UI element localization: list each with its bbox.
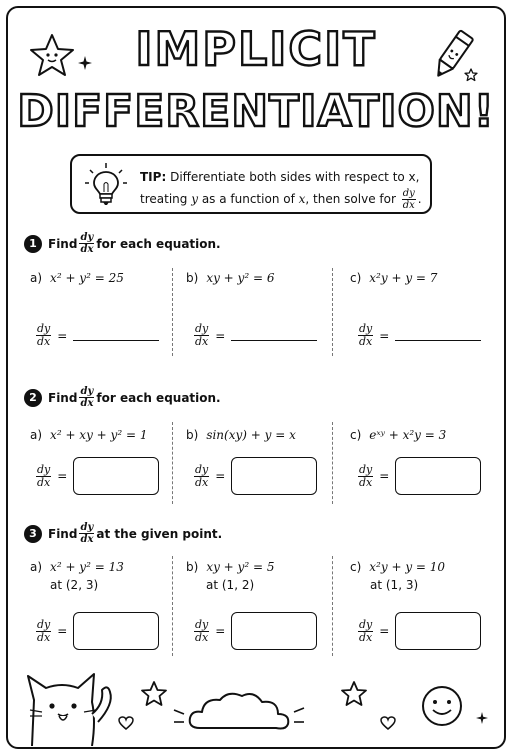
answer-fraction bbox=[194, 464, 209, 489]
frac-num: dy bbox=[37, 617, 51, 631]
answer-box[interactable] bbox=[231, 457, 317, 495]
problem-label: a) bbox=[30, 428, 43, 442]
column-divider bbox=[332, 556, 333, 656]
column-divider bbox=[172, 422, 173, 504]
section-3-heading bbox=[24, 522, 222, 545]
tip-text-part: treating bbox=[140, 192, 188, 206]
problem-1a bbox=[30, 271, 124, 285]
equals-sign: = bbox=[215, 624, 226, 638]
tip-text bbox=[140, 166, 430, 211]
cloud-icon bbox=[170, 688, 310, 738]
equals-sign: = bbox=[57, 469, 68, 483]
cat-icon bbox=[22, 660, 118, 746]
column-divider bbox=[332, 422, 333, 504]
answer-fraction bbox=[36, 323, 51, 348]
lightbulb-icon bbox=[84, 162, 128, 208]
heart-icon bbox=[380, 716, 396, 730]
frac-num: dy bbox=[195, 462, 209, 476]
section-2-heading bbox=[24, 386, 221, 409]
title-line-2: DIFFERENTIATION! bbox=[17, 86, 495, 137]
answer-fraction bbox=[194, 619, 209, 644]
title-line-1: IMPLICIT bbox=[135, 22, 377, 76]
tip-text-part: . bbox=[417, 192, 422, 206]
heading-fraction bbox=[79, 386, 94, 409]
heart-icon bbox=[118, 716, 134, 730]
heading-fraction bbox=[79, 522, 94, 545]
frac-den: dx bbox=[37, 475, 51, 489]
tip-fraction bbox=[402, 188, 416, 211]
equals-sign: = bbox=[215, 328, 226, 343]
problem-equation: x²y + y = 7 bbox=[369, 271, 438, 285]
answer-2a bbox=[34, 457, 159, 495]
problem-equation: eˣʸ + x²y = 3 bbox=[369, 428, 447, 442]
problem-label: a) bbox=[30, 560, 43, 574]
tip-text-part: as a function of bbox=[201, 192, 295, 206]
tip-label: TIP: bbox=[140, 170, 167, 184]
frac-num: dy bbox=[195, 617, 209, 631]
frac-num: dy bbox=[359, 322, 373, 335]
column-divider bbox=[172, 556, 173, 656]
problem-equation: x² + y² = 13 bbox=[50, 560, 124, 574]
answer-fraction bbox=[358, 464, 373, 489]
frac-den: dx bbox=[195, 475, 209, 489]
frac-den: dx bbox=[80, 244, 94, 255]
frac-num: dy bbox=[80, 232, 94, 243]
tip-var-y: y bbox=[191, 192, 198, 206]
tip-text-part: , then solve for bbox=[305, 192, 396, 206]
answer-fraction bbox=[36, 619, 51, 644]
heading-text: at the given point. bbox=[96, 526, 223, 541]
answer-box[interactable] bbox=[395, 457, 481, 495]
smiley-face-icon bbox=[420, 684, 464, 728]
answer-1c bbox=[356, 323, 481, 348]
frac-den: dx bbox=[37, 335, 51, 348]
problem-point: at (1, 2) bbox=[206, 578, 255, 592]
tip-line-1: Differentiate both sides with respect to x, bbox=[170, 170, 420, 184]
problem-point: at (1, 3) bbox=[370, 578, 419, 592]
answer-box[interactable] bbox=[73, 612, 159, 650]
frac-num: dy bbox=[37, 322, 51, 335]
frac-den: dx bbox=[80, 398, 94, 409]
frac-den: dx bbox=[359, 335, 373, 348]
frac-den: dx bbox=[195, 335, 209, 348]
frac-den: dx bbox=[80, 534, 94, 545]
frac-den: dx bbox=[37, 630, 51, 644]
heading-text: for each equation. bbox=[96, 236, 221, 251]
answer-blank[interactable] bbox=[231, 339, 317, 341]
sparkle-icon bbox=[476, 712, 488, 724]
section-number-badge: 2 bbox=[24, 389, 42, 407]
problem-equation: sin(xy) + y = x bbox=[206, 428, 296, 442]
column-divider bbox=[332, 268, 333, 356]
problem-label: b) bbox=[186, 428, 199, 442]
heading-text: Find bbox=[48, 526, 78, 541]
problem-equation: xy + y² = 5 bbox=[206, 560, 275, 574]
star-icon bbox=[340, 680, 368, 708]
problem-label: c) bbox=[350, 271, 362, 285]
answer-1a bbox=[34, 323, 159, 348]
answer-blank[interactable] bbox=[395, 339, 481, 341]
frac-den: dx bbox=[359, 475, 373, 489]
frac-num: dy bbox=[37, 462, 51, 476]
heading-fraction bbox=[79, 232, 94, 255]
problem-label: b) bbox=[186, 271, 199, 285]
problem-point: at (2, 3) bbox=[50, 578, 99, 592]
problem-1c bbox=[350, 271, 437, 285]
answer-3a bbox=[34, 612, 159, 650]
answer-3b bbox=[192, 612, 317, 650]
equals-sign: = bbox=[379, 328, 390, 343]
problem-label: a) bbox=[30, 271, 43, 285]
answer-blank[interactable] bbox=[73, 339, 159, 341]
problem-equation: x² + y² = 25 bbox=[50, 271, 124, 285]
answer-2b bbox=[192, 457, 317, 495]
answer-3c bbox=[356, 612, 481, 650]
problem-2c bbox=[350, 428, 446, 442]
tip-var-x: x bbox=[298, 192, 306, 206]
problem-equation: x² + xy + y² = 1 bbox=[50, 428, 148, 442]
frac-num: dy bbox=[402, 188, 415, 199]
equals-sign: = bbox=[57, 624, 68, 638]
section-number-badge: 1 bbox=[24, 235, 42, 253]
problem-equation: xy + y² = 6 bbox=[206, 271, 275, 285]
problem-3c bbox=[350, 560, 445, 592]
answer-box[interactable] bbox=[231, 612, 317, 650]
frac-num: dy bbox=[80, 522, 94, 533]
frac-den: dx bbox=[195, 630, 209, 644]
heading-text: for each equation. bbox=[96, 390, 221, 405]
column-divider bbox=[172, 268, 173, 356]
section-number-badge: 3 bbox=[24, 525, 42, 543]
frac-den: dx bbox=[359, 630, 373, 644]
heading-text: Find bbox=[48, 236, 78, 251]
answer-2c bbox=[356, 457, 481, 495]
answer-fraction bbox=[358, 323, 373, 348]
answer-fraction bbox=[194, 323, 209, 348]
problem-1b bbox=[186, 271, 274, 285]
tip-box bbox=[70, 154, 432, 214]
answer-box[interactable] bbox=[395, 612, 481, 650]
equals-sign: = bbox=[379, 469, 390, 483]
equals-sign: = bbox=[215, 469, 226, 483]
problem-3b bbox=[186, 560, 274, 592]
problem-label: c) bbox=[350, 428, 362, 442]
answer-fraction bbox=[36, 464, 51, 489]
equals-sign: = bbox=[379, 624, 390, 638]
frac-num: dy bbox=[359, 462, 373, 476]
problem-2b bbox=[186, 428, 296, 442]
frac-num: dy bbox=[359, 617, 373, 631]
equals-sign: = bbox=[57, 328, 68, 343]
section-1-heading bbox=[24, 232, 221, 255]
problem-label: b) bbox=[186, 560, 199, 574]
problem-3a bbox=[30, 560, 124, 592]
heading-text: Find bbox=[48, 390, 78, 405]
answer-box[interactable] bbox=[73, 457, 159, 495]
answer-fraction bbox=[358, 619, 373, 644]
problem-label: c) bbox=[350, 560, 362, 574]
frac-den: dx bbox=[402, 200, 415, 211]
frac-num: dy bbox=[80, 386, 94, 397]
problem-2a bbox=[30, 428, 147, 442]
answer-1b bbox=[192, 323, 317, 348]
frac-num: dy bbox=[195, 322, 209, 335]
star-icon bbox=[140, 680, 168, 708]
problem-equation: x²y + y = 10 bbox=[369, 560, 446, 574]
